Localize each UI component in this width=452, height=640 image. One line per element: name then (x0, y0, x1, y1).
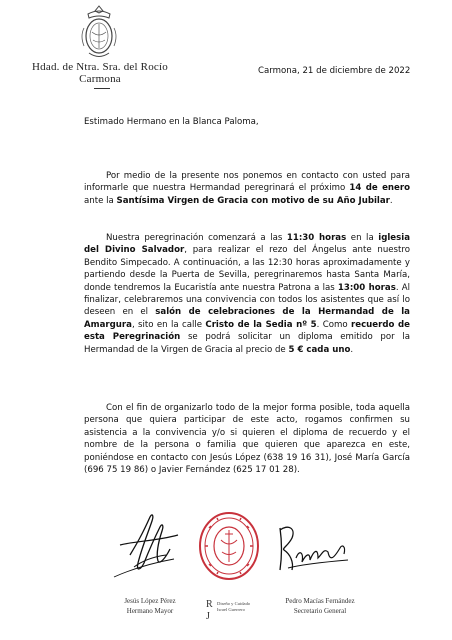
letter-greeting: Estimado Hermano en la Blanca Paloma, (84, 117, 259, 127)
paragraph-1 (84, 170, 410, 207)
paragraph2-segment: recuerdo de esta Peregrinación (84, 319, 410, 343)
paragraph2-segment: Nuestra peregrinación comenzará a las (106, 233, 287, 243)
paragraph3-segment: Con el fin de organizarlo todo de la mejor forma posible, toda aquella persona que quiera participar de este acto, rogamos confirmen su asistencia a la convivencia y/o si quieren el diploma de recuerdo y el nombre de la persona o familia que quieren que aparezca en este, poniéndose en contacto con Jesús López (638 19 16 31), José María García (696 75 19 86) o Javier Fernández (625 17 01 28). (84, 403, 410, 476)
paragraph2-segment: . Al finalizar, celebraremos una convivencia con todos los asistentes que así lo deseen en el (84, 282, 410, 318)
paragraph-3 (84, 402, 410, 476)
paragraph2-segment: salón de celebraciones de la Hermandad de la Amargura (84, 307, 410, 330)
printer-credit-line1: Diseño y Cuidado (217, 601, 251, 606)
brotherhood-crest-icon (74, 4, 124, 62)
paragraph2-segment: . Como (316, 319, 351, 330)
secretario-title: Secretario General (293, 607, 347, 615)
paragraph2-segment: en la (346, 233, 379, 243)
svg-text:J: J (206, 611, 210, 621)
hermano-mayor-title: Hermano Mayor (126, 607, 174, 615)
paragraph2-segment: 5 € cada uno (288, 344, 351, 355)
paragraph2-segment: se podrá solicitar un diploma emitido por la Hermandad de la Virgen de Gracia al precio de (84, 332, 410, 355)
printer-credit (205, 597, 265, 633)
paragraph1-segment: ante la (84, 195, 117, 206)
printer-credit-line2: Israel Guerrero (217, 607, 245, 612)
paragraph2-segment: . (350, 344, 354, 355)
svg-text:R: R (206, 599, 213, 610)
paragraph1-segment: 14 de enero (349, 183, 410, 194)
secretario-name: Pedro Macías Fernández (285, 597, 355, 605)
hermano-mayor-name: Jesús López Pérez (124, 597, 176, 605)
secretario-block (265, 596, 375, 616)
header-divider (94, 88, 110, 89)
paragraph2-segment: 11:30 horas (286, 233, 347, 243)
secretario-signature (274, 518, 352, 580)
paragraph2-segment: , para realizar el rezo del Ángelus ante nuestro Bendito Simpecado. A continuación, a las 12:30 horas aproximadamente y partiendo desde la Puerta de Sevilla, peregrinaremos hasta Santa María, donde tendremos la Eucaristía ante nuestra Patrona a las (84, 245, 411, 293)
paragraph-2 (84, 232, 410, 356)
paragraph2-segment: , sito en la calle (131, 319, 206, 330)
paragraph2-segment: 13:00 horas (337, 282, 396, 293)
brotherhood-name-line1: Hdad. de Ntra. Sra. del Rocío (32, 61, 168, 73)
paragraph1-segment: Por medio de la presente nos ponemos en contacto con usted para informarle que nuestra Hermandad peregrinará el próximo (84, 171, 410, 194)
printer-credit-text (217, 601, 267, 613)
paragraph1-segment: Santísima Virgen de Gracia con motivo de su Año Jubilar (116, 195, 390, 206)
letter-date: Carmona, 21 de diciembre de 2022 (258, 66, 411, 76)
paragraph1-segment: . (389, 195, 393, 206)
brotherhood-city: Carmona (79, 73, 121, 85)
hermano-mayor-block (95, 596, 205, 616)
paragraph2-segment: iglesia del Divino Salvador (84, 233, 410, 256)
brotherhood-seal (197, 510, 261, 582)
brotherhood-name (20, 61, 180, 85)
hermano-mayor-signature (112, 505, 192, 581)
paragraph2-segment: Cristo de la Sedia nº 5 (205, 319, 317, 330)
printer-logo-icon (205, 597, 215, 621)
